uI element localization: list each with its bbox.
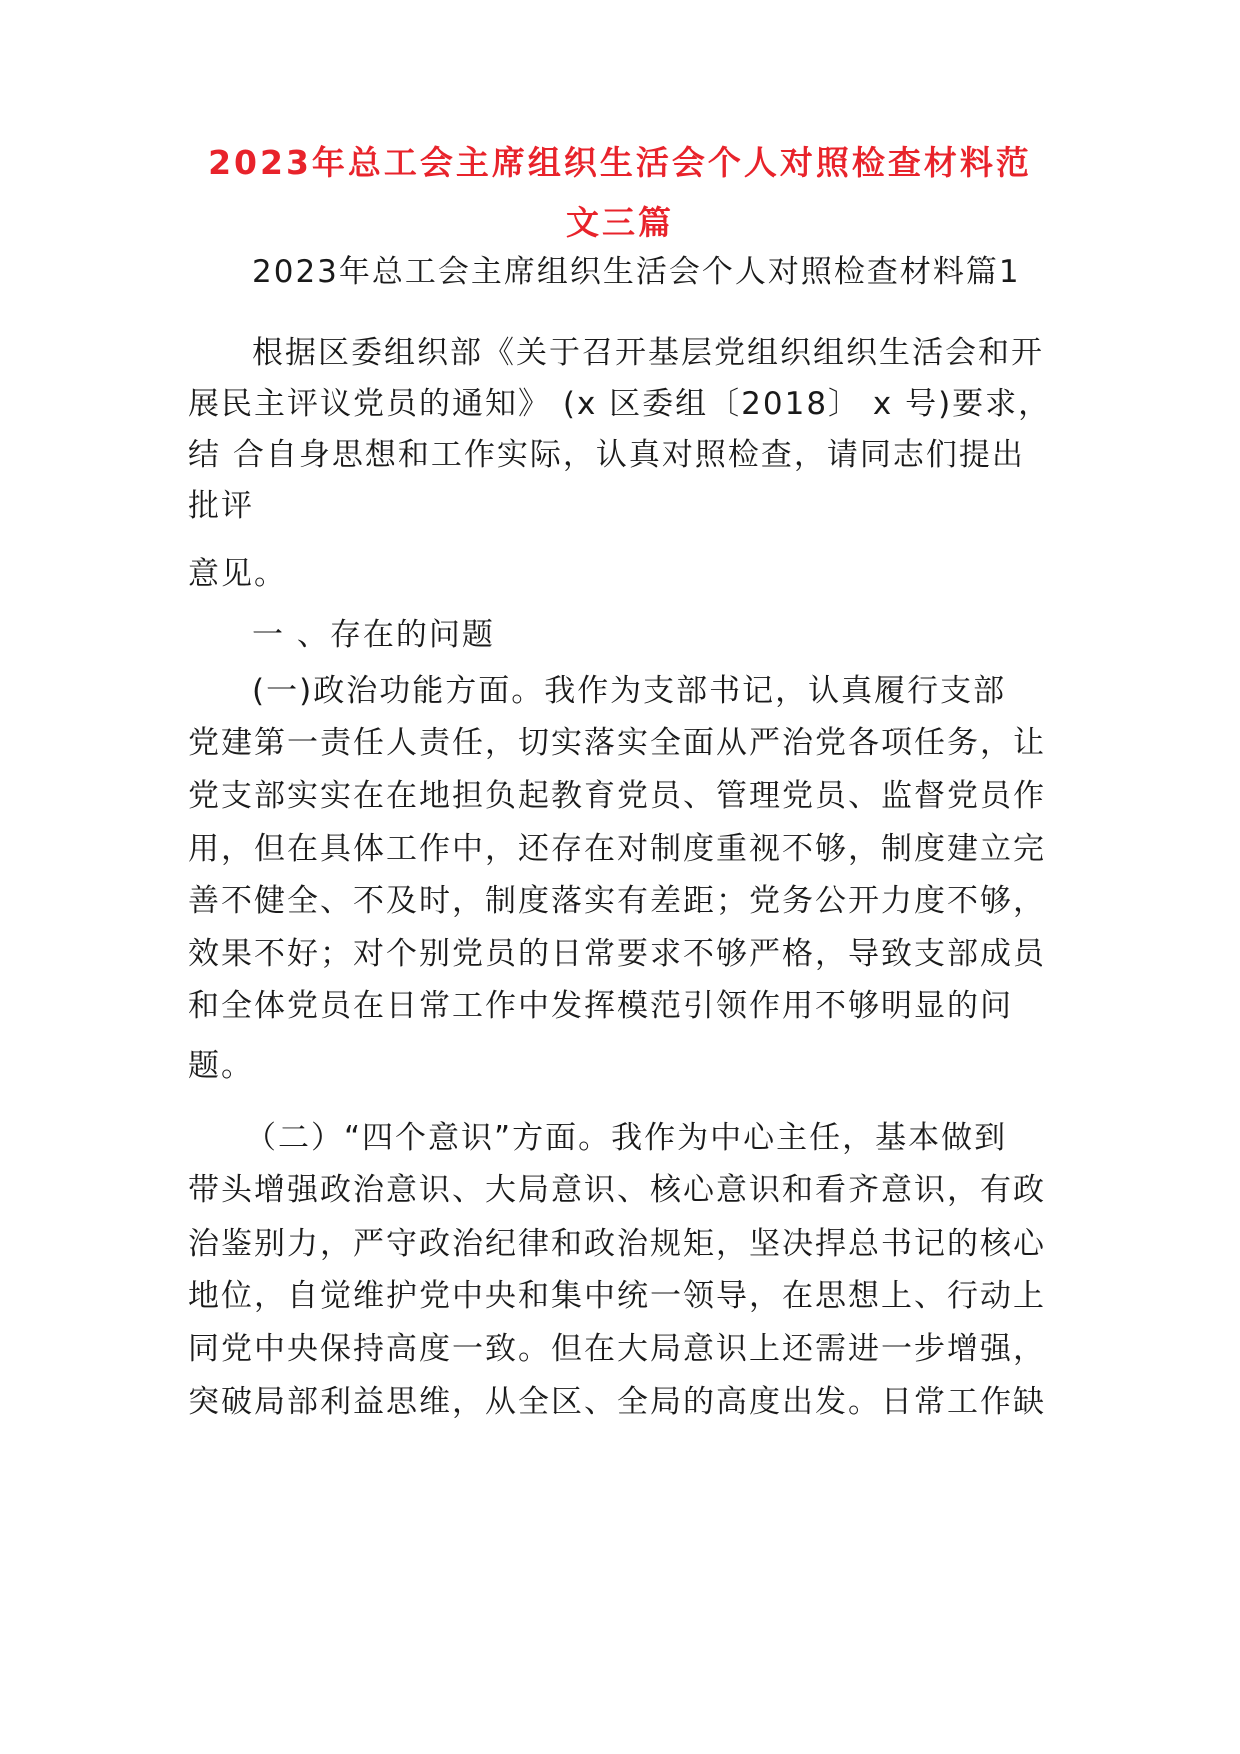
document-title-line-2: 文三篇 xyxy=(566,203,674,242)
intro-line: 根据区委组织部《关于召开基层党组织组织生活会和开 xyxy=(252,335,1044,371)
intro-line: 展民主评议党员的通知》 (x 区委组〔2018〕 x 号)要求， xyxy=(188,386,1052,422)
paragraph-line: 善不健全、不及时，制度落实有差距；党务公开力度不够， xyxy=(188,883,1046,919)
document-title-line-1: 2023年总工会主席组织生活会个人对照检查材料范 xyxy=(208,143,1032,182)
paragraph-line: 带头增强政治意识、大局意识、核心意识和看齐意识，有政 xyxy=(188,1172,1046,1208)
paragraph-line: 党建第一责任人责任，切实落实全面从严治党各项任务，让 xyxy=(188,725,1046,761)
document-subtitle: 2023年总工会主席组织生活会个人对照检查材料篇1 xyxy=(252,254,1021,290)
paragraph-line: 效果不好；对个别党员的日常要求不够严格，导致支部成员 xyxy=(188,936,1046,972)
paragraph-line: 和全体党员在日常工作中发挥模范引领作用不够明显的问 xyxy=(188,988,1013,1024)
section-heading: 一 、存在的问题 xyxy=(252,617,495,653)
paragraph-line: （二）“四个意识”方面。我作为中心主任，基本做到 xyxy=(245,1120,1008,1156)
intro-line: 结 合自身思想和工作实际，认真对照检查，请同志们提出 xyxy=(188,437,1025,473)
paragraph-line: 党支部实实在在地担负起教育党员、管理党员、监督党员作 xyxy=(188,778,1046,814)
intro-line: 意见。 xyxy=(188,556,287,592)
intro-line: 批评 xyxy=(188,488,254,524)
paragraph-line: (一)政治功能方面。我作为支部书记，认真履行支部 xyxy=(252,673,1007,709)
paragraph-line: 突破局部利益思维，从全区、全局的高度出发。日常工作缺 xyxy=(188,1384,1046,1420)
paragraph-line: 用，但在具体工作中，还存在对制度重视不够，制度建立完 xyxy=(188,831,1046,867)
paragraph-line: 同党中央保持高度一致。但在大局意识上还需进一步增强， xyxy=(188,1331,1046,1367)
paragraph-line: 地位，自觉维护党中央和集中统一领导，在思想上、行动上 xyxy=(188,1278,1046,1314)
paragraph-line: 题。 xyxy=(188,1048,254,1084)
paragraph-line: 治鉴别力，严守政治纪律和政治规矩，坚决捍总书记的核心 xyxy=(188,1226,1046,1262)
